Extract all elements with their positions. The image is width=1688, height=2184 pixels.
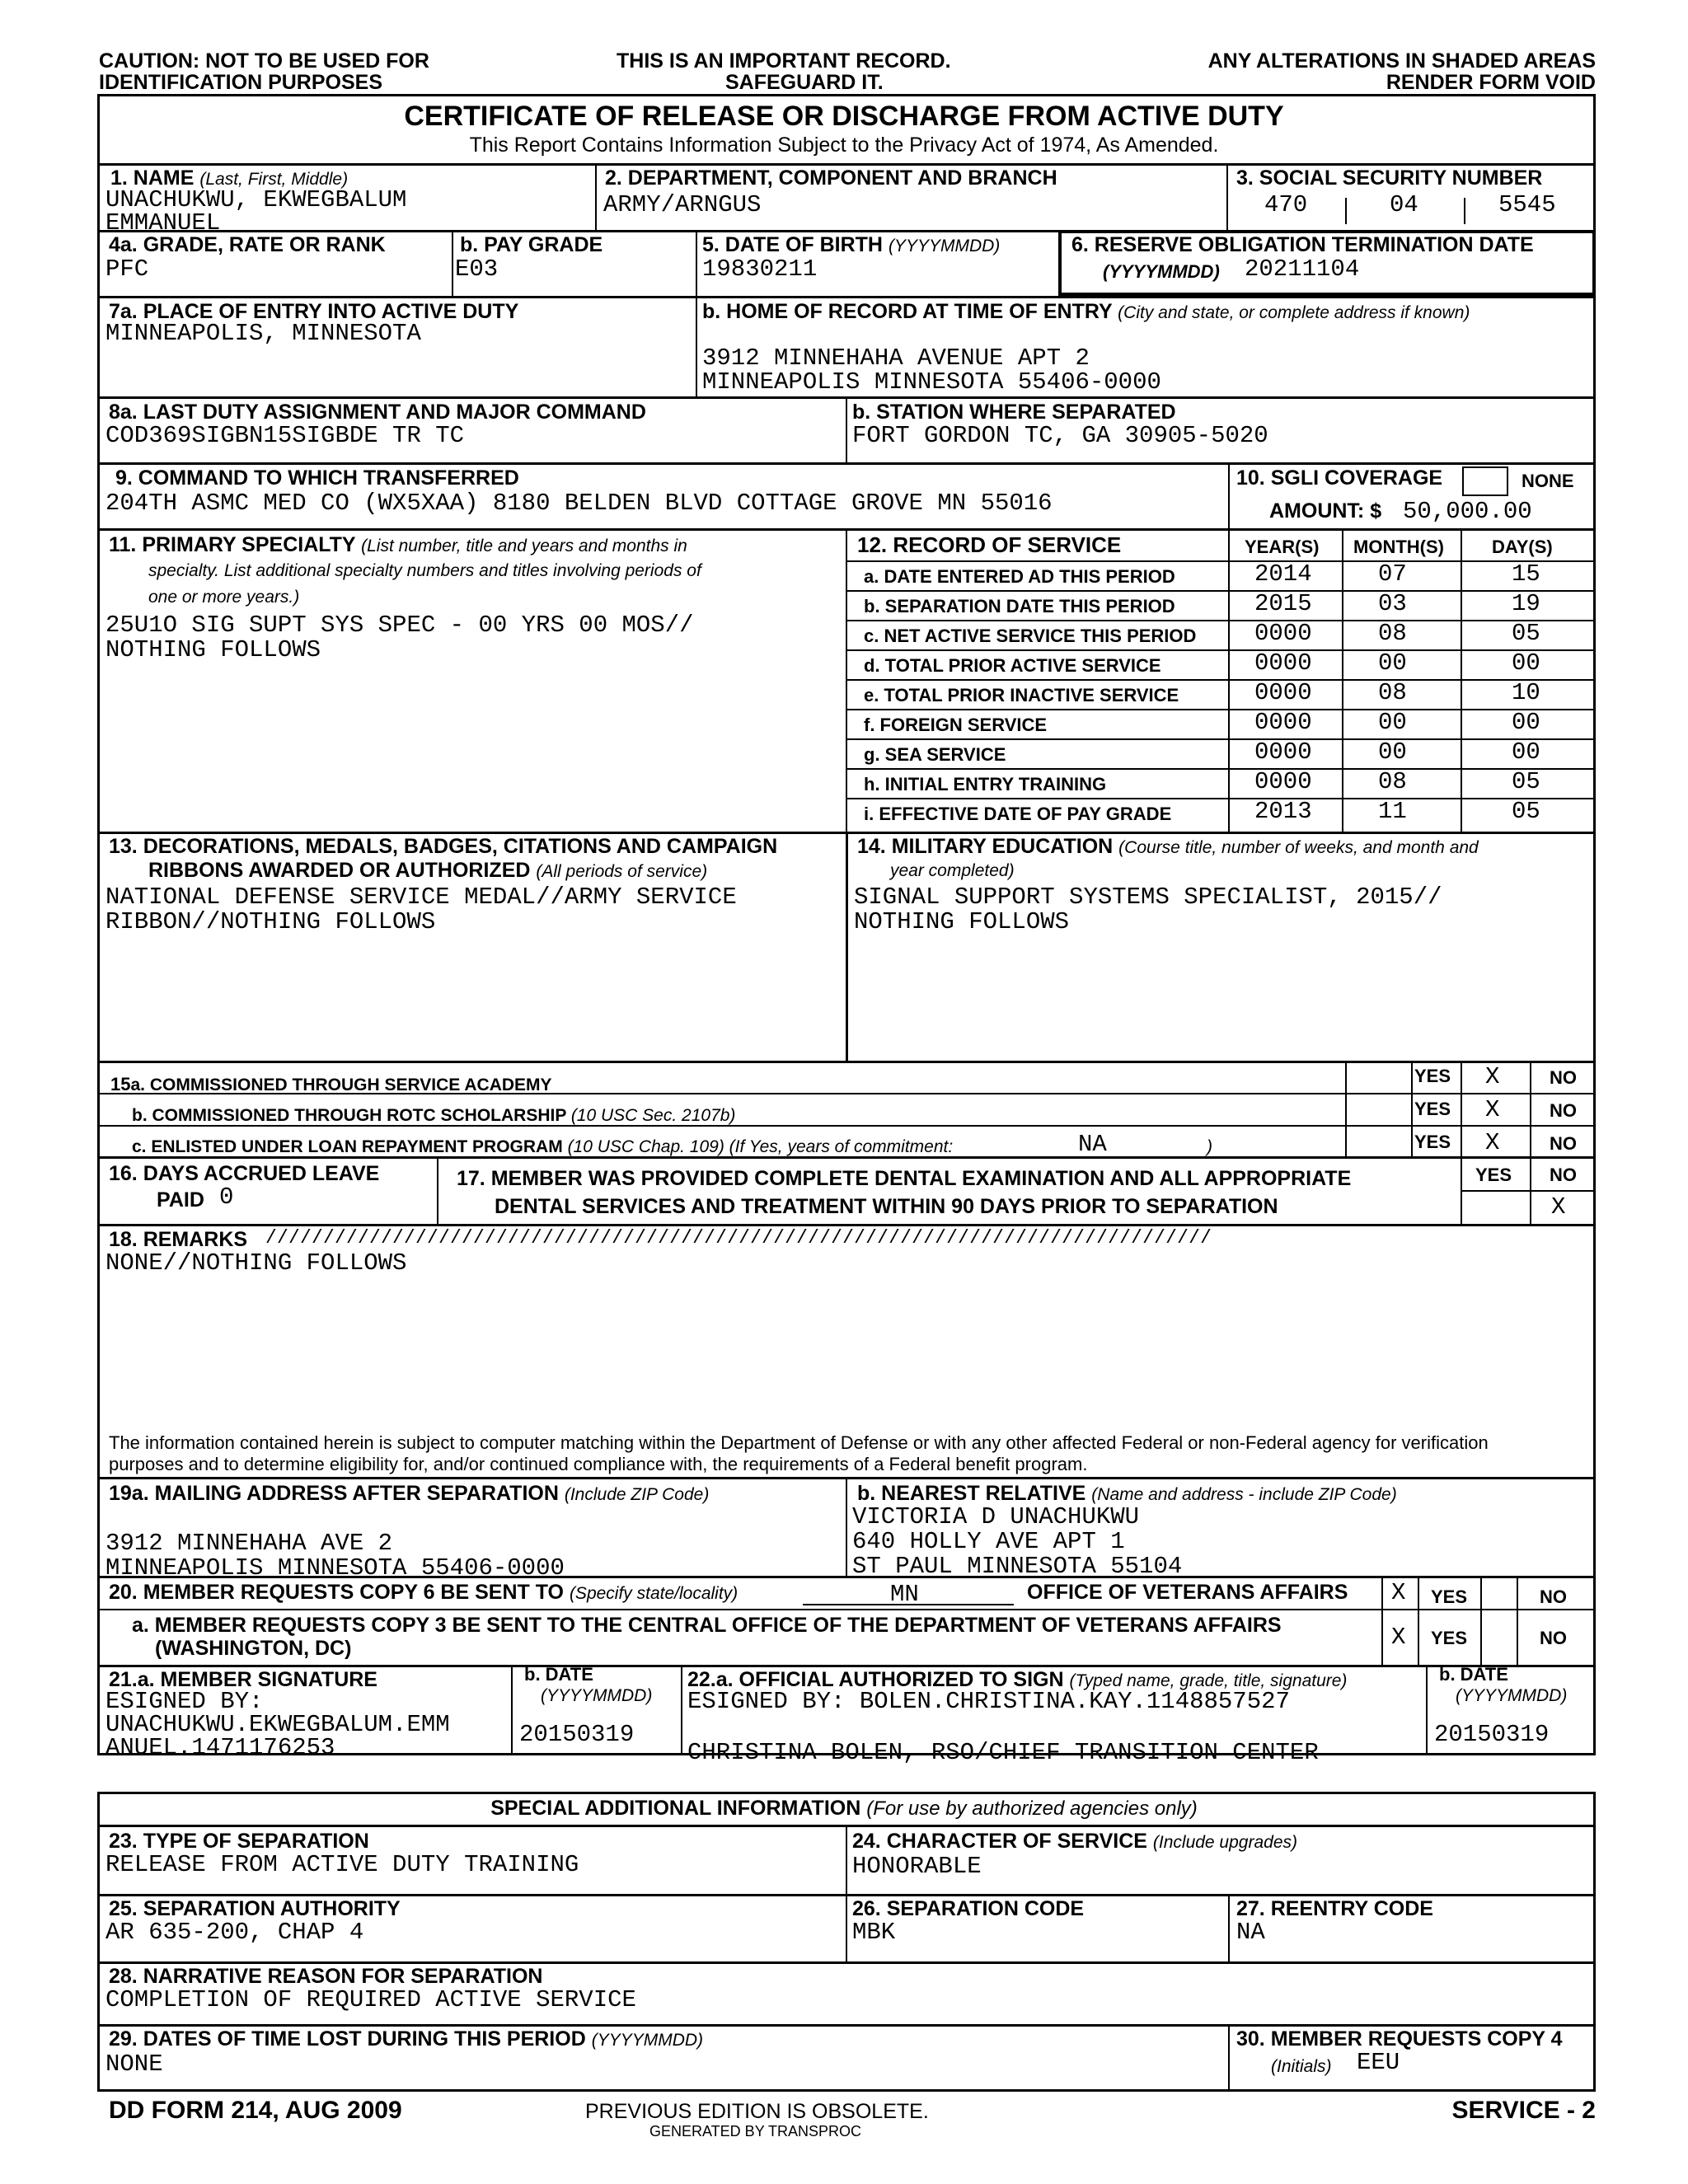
record-row-label: e. TOTAL PRIOR INACTIVE SERVICE [864,685,1179,705]
record-months: 08 [1378,768,1407,795]
field-26-label: 26. SEPARATION CODE [852,1897,1085,1920]
separation-type-value: RELEASE FROM ACTIVE DUTY TRAINING [106,1851,579,1878]
field-1-label: 1. NAME (Last, First, Middle) [110,166,349,190]
privacy-notice: This Report Contains Information Subject to the Privacy Act of 1974, As Amended. [469,134,1219,157]
name-line1: UNACHUKWU, EKWEGBALUM [106,186,407,213]
character-of-service-value: HONORABLE [852,1853,982,1880]
record-row-label: a. DATE ENTERED AD THIS PERIOD [864,566,1175,587]
remarks-value: NONE//NOTHING FOLLOWS [106,1249,407,1277]
17-yes-label: YES [1475,1165,1512,1185]
15b-yes-label: YES [1414,1099,1451,1119]
copy6-locality: MN [890,1581,919,1608]
field-11-label: 11. PRIMARY SPECIALTY (List number, title and years and months in [109,533,687,556]
field-8a-label: 8a. LAST DUTY ASSIGNMENT AND MAJOR COMMAND [109,401,646,424]
field-11-hint3: one or more years.) [148,588,300,607]
sgli-none-label: NONE [1522,471,1574,491]
record-row-divider [846,590,1596,592]
field-5-label: 5. DATE OF BIRTH (YYYYMMDD) [702,233,1001,256]
relative-line1: VICTORIA D UNACHUKWU [852,1503,1140,1530]
field-7b-label: b. HOME OF RECORD AT TIME OF ENTRY (City and state, or complete address if known) [702,300,1470,323]
field-28-label: 28. NARRATIVE REASON FOR SEPARATION [109,1965,543,1988]
20-no-label: NO [1540,1586,1567,1607]
computer-matching-notice1: The information contained herein is subject to computer matching within the Department of Defense or with any other affected Federal or non-Federal agency for verification [109,1432,1489,1453]
record-days: 10 [1512,679,1540,706]
decorations-line2: RIBBON//NOTHING FOLLOWS [106,908,436,935]
field-25-label: 25. SEPARATION AUTHORITY [109,1897,401,1920]
field-6-hint: (YYYYMMDD) [1103,261,1220,282]
field-17-label1: 17. MEMBER WAS PROVIDED COMPLETE DENTAL EXAMINATION AND ALL APPROPRIATE [457,1167,1352,1190]
sgli-none-checkbox [1462,466,1508,496]
field-16-label2: PAID [157,1188,204,1212]
record-row-label: c. NET ACTIVE SERVICE THIS PERIOD [864,626,1197,646]
ssn-part3: 5545 [1498,191,1556,218]
record-months: 00 [1378,738,1407,766]
field-4b-label: b. PAY GRADE [460,233,603,256]
17-mark: X [1551,1193,1566,1221]
field-6-label: 6. RESERVE OBLIGATION TERMINATION DATE [1071,233,1534,256]
20-mark: X [1391,1579,1406,1606]
obsolete-notice: PREVIOUS EDITION IS OBSOLETE. [585,2100,929,2123]
field-14-label: 14. MILITARY EDUCATION (Course title, number of weeks, and month and [857,835,1479,858]
field-7a-label: 7a. PLACE OF ENTRY INTO ACTIVE DUTY [109,300,519,323]
narrative-reason-value: COMPLETION OF REQUIRED ACTIVE SERVICE [106,1986,636,2013]
20a-no-label: NO [1540,1628,1567,1648]
official-sig-line2: CHRISTINA BOLEN, RSO/CHIEF TRANSITION CENTER [687,1739,1319,1766]
field-30-label: 30. MEMBER REQUESTS COPY 4 [1236,2027,1563,2050]
record-row-divider [846,620,1596,621]
field-15c-label: c. ENLISTED UNDER LOAN REPAYMENT PROGRAM (10 USC Chap. 109) (If Yes, years of commitment: [132,1137,954,1156]
15c-yes-label: YES [1414,1132,1451,1152]
record-row-label: i. EFFECTIVE DATE OF PAY GRADE [864,804,1172,824]
field-8b-label: b. STATION WHERE SEPARATED [852,401,1176,424]
field-17-label2: DENTAL SERVICES AND TREATMENT WITHIN 90 DAYS PRIOR TO SEPARATION [495,1195,1278,1218]
15c-mark: X [1485,1129,1500,1156]
record-days: 05 [1512,768,1540,795]
form-number: DD FORM 214, AUG 2009 [109,2097,402,2124]
field-22b-label: b. DATE [1439,1664,1508,1685]
field-21a-label: 21.a. MEMBER SIGNATURE [109,1668,377,1691]
alterations-line1: ANY ALTERATIONS IN SHADED AREAS [1207,49,1596,73]
record-years: 2013 [1254,798,1312,825]
sgli-amount-label: AMOUNT: $ [1269,499,1382,523]
member-sig-line2: UNACHUKWU.EKWEGBALUM.EMM [106,1711,450,1738]
name-line2: EMMANUEL [106,211,221,229]
leave-paid-value: 0 [219,1183,234,1211]
record-row-label: f. FOREIGN SERVICE [864,715,1048,735]
command-value: 204TH ASMC MED CO (WX5XAA) 8180 BELDEN BLVD COTTAGE GROVE MN 55016 [106,490,1053,517]
20a-mark: X [1391,1624,1406,1651]
field-20-label: 20. MEMBER REQUESTS COPY 6 BE SENT TO (Specify state/locality) [109,1581,738,1604]
record-months: 08 [1378,620,1407,647]
record-years: 2014 [1254,560,1312,588]
field-10-label: 10. SGLI COVERAGE [1236,466,1443,490]
record-months: 08 [1378,679,1407,706]
form-title: CERTIFICATE OF RELEASE OR DISCHARGE FROM ACTIVE DUTY [404,101,1284,132]
20a-yes-label: YES [1431,1628,1468,1648]
field-13-label1: 13. DECORATIONS, MEDALS, BADGES, CITATIONS AND CAMPAIGN [109,835,778,858]
decorations-line1: NATIONAL DEFENSE SERVICE MEDAL//ARMY SERVICE [106,883,737,911]
field-24-label: 24. CHARACTER OF SERVICE (Include upgrades) [852,1830,1297,1853]
record-row-divider [846,709,1596,710]
record-months: 03 [1378,590,1407,617]
last-duty-value: COD369SIGBN15SIGBDE TR TC [106,422,465,449]
record-row-label: h. INITIAL ENTRY TRAINING [864,774,1107,794]
office-veterans-affairs-label: OFFICE OF VETERANS AFFAIRS [1027,1581,1348,1604]
record-years: 2015 [1254,590,1312,617]
col-months: MONTH(S) [1353,537,1444,557]
record-row-divider [846,649,1596,651]
home-of-record-line2: MINNEAPOLIS MINNESOTA 55406-0000 [702,368,1161,396]
record-years: 0000 [1254,709,1312,736]
record-row-divider [846,798,1596,799]
remarks-slashes: ////////////////////////////////////////////////////////////////////////////////// [265,1227,1212,1249]
reserve-date-value: 20211104 [1245,255,1360,283]
official-sig-line1: ESIGNED BY: BOLEN.CHRISTINA.KAY.1148857527 [687,1688,1290,1715]
member-sig-date: 20150319 [519,1721,635,1748]
important-line2: SAFEGUARD IT. [725,71,884,94]
copy-label: SERVICE - 2 [1451,2097,1596,2124]
record-days: 05 [1512,798,1540,825]
ssn-part2: 04 [1390,191,1418,218]
dob-value: 19830211 [702,255,818,283]
field-22a-label: 22.a. OFFICIAL AUTHORIZED TO SIGN (Typed name, grade, title, signature) [687,1668,1348,1691]
record-months: 07 [1378,560,1407,588]
member-initials-value: EEU [1357,2049,1400,2076]
record-days: 00 [1512,649,1540,677]
time-lost-value: NONE [106,2050,163,2078]
field-22b-hint: (YYYYMMDD) [1456,1686,1568,1705]
separation-authority-value: AR 635-200, CHAP 4 [106,1919,364,1946]
alterations-line2: RENDER FORM VOID [1386,71,1596,94]
field-20a-label1: a. MEMBER REQUESTS COPY 3 BE SENT TO THE CENTRAL OFFICE OF THE DEPARTMENT OF VETERANS AFFAIRS [132,1614,1282,1637]
special-info-title: SPECIAL ADDITIONAL INFORMATION (For use by authorized agencies only) [490,1797,1198,1820]
record-days: 00 [1512,709,1540,736]
record-row-label: b. SEPARATION DATE THIS PERIOD [864,596,1175,616]
caution-line1: CAUTION: NOT TO BE USED FOR [99,49,429,73]
record-years: 0000 [1254,679,1312,706]
pay-grade-value: E03 [455,255,499,283]
record-years: 0000 [1254,649,1312,677]
record-years: 0000 [1254,620,1312,647]
record-row-label: d. TOTAL PRIOR ACTIVE SERVICE [864,655,1161,676]
record-months: 00 [1378,709,1407,736]
field-15b-label: b. COMMISSIONED THROUGH ROTC SCHOLARSHIP (10 USC Sec. 2107b) [132,1106,736,1125]
specialty-line2: NOTHING FOLLOWS [106,636,321,663]
15a-yes-label: YES [1414,1066,1451,1086]
field-4a-label: 4a. GRADE, RATE OR RANK [109,233,386,256]
field-16-label1: 16. DAYS ACCRUED LEAVE [109,1162,380,1185]
mailing-address-line2: MINNEAPOLIS MINNESOTA 55406-0000 [106,1554,565,1582]
field-21b-hint: (YYYYMMDD) [541,1686,653,1705]
field-3-label: 3. SOCIAL SECURITY NUMBER [1236,166,1543,190]
col-years: YEAR(S) [1245,537,1320,557]
field-12-label: 12. RECORD OF SERVICE [857,532,1122,557]
15b-mark: X [1485,1096,1500,1123]
field-27-label: 27. REENTRY CODE [1236,1897,1433,1920]
loan-repayment-years: NA [1078,1131,1107,1158]
record-row-divider [846,738,1596,740]
field-19a-label: 19a. MAILING ADDRESS AFTER SEPARATION (Include ZIP Code) [109,1482,710,1505]
home-of-record-line1: 3912 MINNEHAHA AVENUE APT 2 [702,344,1090,372]
sgli-amount-value: 50,000.00 [1403,498,1532,525]
specialty-line1: 25U1O SIG SUPT SYS SPEC - 00 YRS 00 MOS// [106,612,694,639]
separation-code-value: MBK [852,1919,896,1946]
field-29-label: 29. DATES OF TIME LOST DURING THIS PERIOD (YYYYMMDD) [109,2027,704,2050]
station-value: FORT GORDON TC, GA 30905-5020 [852,422,1268,449]
member-sig-line3: ANUEL.1471176253 [106,1734,335,1761]
15a-mark: X [1485,1063,1500,1090]
computer-matching-notice2: purposes and to determine eligibility for, and/or continued compliance with, the requirements of a Federal benefit program. [109,1454,1088,1474]
record-days: 15 [1512,560,1540,588]
15b-no-label: NO [1550,1100,1577,1121]
record-years: 0000 [1254,768,1312,795]
place-of-entry-value: MINNEAPOLIS, MINNESOTA [106,320,421,347]
caution-line2: IDENTIFICATION PURPOSES [99,71,383,94]
col-days: DAY(S) [1492,537,1553,557]
relative-line3: ST PAUL MINNESOTA 55104 [852,1553,1183,1580]
generated-by: GENERATED BY TRANSPROC [649,2123,862,2139]
ssn-part1: 470 [1264,191,1308,218]
field-14-hint2: year completed) [890,861,1015,880]
education-line2: NOTHING FOLLOWS [854,908,1070,935]
field-11-hint2: specialty. List additional specialty numbers and titles involving periods of [148,561,701,580]
17-no-label: NO [1550,1165,1577,1185]
record-row-label: g. SEA SERVICE [864,744,1006,765]
relative-line2: 640 HOLLY AVE APT 1 [852,1528,1125,1555]
record-years: 0000 [1254,738,1312,766]
record-days: 05 [1512,620,1540,647]
field-18-label: 18. REMARKS [109,1228,248,1251]
grade-value: PFC [106,255,149,283]
15a-no-label: NO [1550,1067,1577,1088]
record-months: 11 [1378,798,1407,825]
official-sig-date: 20150319 [1434,1721,1550,1748]
field-19b-label: b. NEAREST RELATIVE (Name and address - include ZIP Code) [857,1482,1397,1505]
field-15a-label: 15a. COMMISSIONED THROUGH SERVICE ACADEMY [110,1074,552,1094]
field-30-hint: (Initials) [1271,2057,1332,2076]
field-13-label2: RIBBONS AWARDED OR AUTHORIZED (All periods of service) [148,859,708,882]
important-line1: THIS IS AN IMPORTANT RECORD. [617,49,951,73]
member-sig-line1: ESIGNED BY: [106,1688,264,1715]
mailing-address-line1: 3912 MINNEHAHA AVE 2 [106,1530,393,1557]
record-row-divider [846,679,1596,681]
record-days: 00 [1512,738,1540,766]
field-15c-close: ) [1207,1137,1212,1156]
field-20a-label2: (WASHINGTON, DC) [155,1637,352,1660]
field-21b-label: b. DATE [524,1664,593,1685]
department-value: ARMY/ARNGUS [603,191,762,218]
field-2-label: 2. DEPARTMENT, COMPONENT AND BRANCH [605,166,1057,190]
education-line1: SIGNAL SUPPORT SYSTEMS SPECIALIST, 2015// [854,883,1442,911]
record-row-divider [846,768,1596,770]
field-9-label: 9. COMMAND TO WHICH TRANSFERRED [115,466,519,490]
record-days: 19 [1512,590,1540,617]
record-months: 00 [1378,649,1407,677]
field-23-label: 23. TYPE OF SEPARATION [109,1830,369,1853]
15c-no-label: NO [1550,1133,1577,1154]
reentry-code-value: NA [1236,1919,1265,1946]
20-yes-label: YES [1431,1586,1468,1607]
